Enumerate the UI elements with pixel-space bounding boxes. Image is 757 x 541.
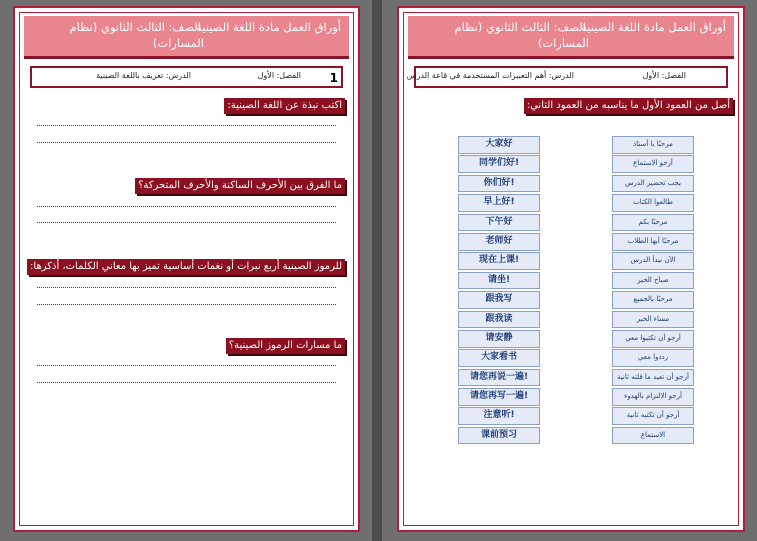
- chinese-phrases-column: [458, 136, 540, 446]
- arabic-meaning-cell[interactable]: أرجو أن تعيد ما قلته ثانية: [612, 369, 694, 387]
- chinese-phrase-cell[interactable]: 跟我写: [458, 291, 540, 309]
- chinese-phrase-cell[interactable]: 请安静: [458, 330, 540, 348]
- arabic-meaning-cell[interactable]: مرحبًا يا أستاذ: [612, 136, 694, 154]
- arabic-meaning-cell[interactable]: صباح الخير: [612, 272, 694, 290]
- answer-line[interactable]: [37, 365, 336, 366]
- arabic-meaning-cell[interactable]: أرجو أن تكتبوا معي: [612, 330, 694, 348]
- chinese-phrase-cell[interactable]: 大家看书: [458, 349, 540, 367]
- chinese-phrase-cell[interactable]: 下午好: [458, 214, 540, 232]
- chinese-phrase-cell[interactable]: 跟我读: [458, 311, 540, 329]
- lesson-label: الدرس: تعريف باللغة الصينية: [96, 71, 191, 80]
- question-label: ما مسارات الرموز الصينية؟: [226, 338, 345, 354]
- answer-line[interactable]: [37, 382, 336, 383]
- question-label: اكتب نبذة عن اللغة الصينية:: [224, 98, 345, 114]
- worksheet-page-left: [13, 6, 360, 532]
- answer-line[interactable]: [37, 304, 336, 305]
- header-grade: الصف: الثالث الثانوي (نظام: [69, 20, 201, 34]
- worksheet-page-right: [397, 6, 745, 532]
- arabic-meaning-cell[interactable]: مرحبًا بالجميع: [612, 291, 694, 309]
- header-track: المسارات): [537, 36, 589, 50]
- chinese-phrase-cell[interactable]: 请您再说一遍!: [458, 369, 540, 387]
- chinese-phrase-cell[interactable]: 请您再写一遍!: [458, 388, 540, 406]
- chinese-phrase-cell[interactable]: 现在上课!: [458, 252, 540, 270]
- header-title: أوراق العمل مادة اللغة الصينية: [581, 20, 726, 34]
- question-label: للرموز الصينية أربع نبرات أو نغمات أساسية تميز بها معاني الكلمات، أذكرها:: [27, 259, 345, 275]
- chinese-phrase-cell[interactable]: 大家好: [458, 136, 540, 154]
- page-header-banner: [24, 16, 349, 59]
- chapter-label: الفصل: الأول: [642, 71, 686, 80]
- chinese-phrase-cell[interactable]: 你们好!: [458, 175, 540, 193]
- arabic-meaning-cell[interactable]: رددوا معي: [612, 349, 694, 367]
- chinese-phrase-cell[interactable]: 早上好!: [458, 194, 540, 212]
- answer-line[interactable]: [37, 206, 336, 207]
- header-grade: الصف: الثالث الثانوي (نظام: [454, 20, 586, 34]
- chinese-phrase-cell[interactable]: 注意听!: [458, 407, 540, 425]
- chapter-label: الفصل: الأول: [257, 71, 301, 80]
- arabic-meaning-cell[interactable]: مرحبًا بكم: [612, 214, 694, 232]
- chinese-phrase-cell[interactable]: 课前预习: [458, 427, 540, 445]
- arabic-meanings-column: [612, 136, 694, 446]
- arabic-meaning-cell[interactable]: طالعوا الكتاب: [612, 194, 694, 212]
- answer-line[interactable]: [37, 287, 336, 288]
- chinese-phrase-cell[interactable]: 请坐!: [458, 272, 540, 290]
- arabic-meaning-cell[interactable]: أرجو الالتزام بالهدوء: [612, 388, 694, 406]
- page-gutter: [372, 0, 382, 541]
- instruction-label: أصل من العمود الأول ما يناسبه من العمود الثاني:: [524, 98, 733, 114]
- arabic-meaning-cell[interactable]: مساء الخير: [612, 311, 694, 329]
- lesson-info-box: [30, 66, 343, 88]
- page-header-banner: [408, 16, 734, 59]
- chinese-phrase-cell[interactable]: 同学们好!: [458, 155, 540, 173]
- arabic-meaning-cell[interactable]: الاستماع: [612, 427, 694, 445]
- arabic-meaning-cell[interactable]: الآن نبدأ الدرس: [612, 252, 694, 270]
- answer-line[interactable]: [37, 125, 336, 126]
- arabic-meaning-cell[interactable]: أرجو أن تكتبه ثانية: [612, 407, 694, 425]
- chinese-phrase-cell[interactable]: 老师好: [458, 233, 540, 251]
- answer-line[interactable]: [37, 222, 336, 223]
- lesson-number: 1: [329, 71, 338, 85]
- arabic-meaning-cell[interactable]: مرحبًا أيها الطلاب: [612, 233, 694, 251]
- lesson-info-box: [406, 66, 728, 88]
- header-track: المسارات): [152, 36, 204, 50]
- lesson-label: الدرس: أهم التعبيرات المستخدمة في قاعة الدرس: [406, 71, 574, 80]
- arabic-meaning-cell[interactable]: أرجو الاستماع: [612, 155, 694, 173]
- question-label: ما الفرق بين الأحرف الساكنة والأحرف المتحركة؟: [135, 178, 345, 194]
- arabic-meaning-cell[interactable]: يجب تحضير الدرس: [612, 175, 694, 193]
- answer-line[interactable]: [37, 142, 336, 143]
- header-title: أوراق العمل مادة اللغة الصينية: [196, 20, 341, 34]
